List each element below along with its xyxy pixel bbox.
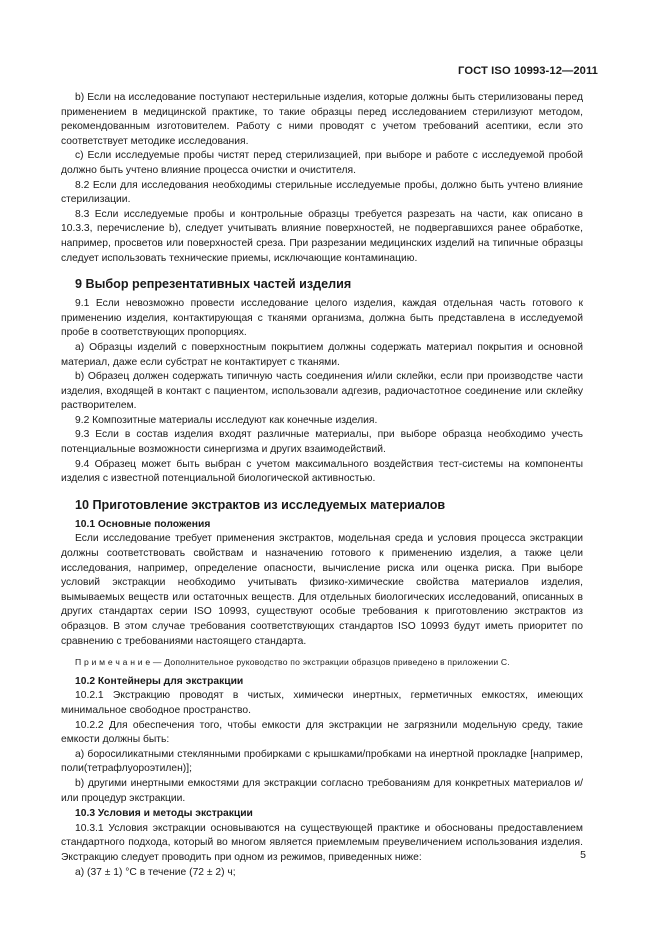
note-text: — Дополнительное руководство по экстракции образцов приведено в приложении С. [150,657,510,668]
section-9-heading: 9 Выбор репрезентативных частей изделия [75,277,352,292]
paragraph-9-1-b: b) Образец должен содержать типичную часть соединения и/или склейки, если при производстве части изделия, входящей в контакт с пациентом, использовали адгезив, радиочастотное соединение или склейку растворителем. [61,371,583,412]
paragraph-9-1: 9.1 Если невозможно провести исследование целого изделия, каждая отдельная часть готового к применению изделия, контактирующая с тканями организма, должна быть представлена в исследуемой пробе в соответствующих пропорциях. [61,298,583,339]
section-10-3-heading: 10.3 Условия и методы экстракции [75,808,253,820]
page-content [61,91,583,880]
paragraph-9-2: 9.2 Композитные материалы исследуют как конечные изделия. [75,414,378,426]
note [75,655,583,670]
paragraph-9-1-a: а) Образцы изделий с поверхностным покрытием должны содержать материал покрытия и основной материал, даже если субстрат не контактирует с тканями. [61,341,583,368]
section-10-1-heading: 10.1 Основные положения [75,518,211,530]
note-label: П р и м е ч а н и е [75,657,151,668]
section-10-heading: 10 Приготовление экстрактов из исследуемых материалов [75,497,446,512]
paragraph-8-1-c: c) Если исследуемые пробы чистят перед стерилизацией, при выборе и работе с исследуемой пробой должно быть учтено влияние процесса очистки и очистителя. [61,150,583,176]
paragraph-8-1-b: b) Если на исследование поступают нестерильные изделия, которые должны быть стерилизованы перед применением в медицинской практике, то такие образцы перед исследованием стерилизуют методом, рекомендованным изготовителем. Работу с ними проводят с учетом требований асептики, если это соответствует методике исследования. [61,92,583,147]
page-number: 5 [580,849,586,861]
paragraph-10-2-2: 10.2.2 Для обеспечения того, чтобы емкости для экстракции не загрязнили модельную среду, такие емкости должны быть: [61,719,583,746]
paragraph-8-3: 8.3 Если исследуемые пробы и контрольные образцы требуется разрезать на части, как описано в 10.3.3, перечисление b), следует учитывать влияние поверхностей, не подвергавшихся ранее обработке, например, просветов или поверхностей среза. При разрезании медицинских изделий на типичные образцы следует использовать технические приемы, исключающие контаминацию. [61,208,583,264]
paragraph-9-3: 9.3 Если в состав изделия входят различные материалы, при выборе образца необходимо учесть потенциальные возможности синергизма и других взаимодействий. [61,429,583,456]
paragraph-10-1: Если исследование требует применения экстрактов, модельная среда и условия процесса экстракции должны соответствовать свойствам и назначению готового к применению изделия, а также цели исследования, например, определение опасности, вычисление риска или оценка риска. При выборе условий экстракции необходимо учитывать физико-химические свойства материалов изделия, вымываемых веществ или остаточных веществ. Для отдельных биологических исследований, описанных в других стандартах серии ISO 10993, существуют особые требования к приготовлению экстрактов из образцов. В этом случае требования соответствующих стандартов ISO 10993 будут иметь приоритет по сравнению с требованиями настоящего стандарта. [61,533,583,647]
paragraph-10-2-2-a: а) боросиликатными стеклянными пробирками с крышками/пробками на инертной прокладке [например, поли(тетрафлуороэтилен)]; [61,748,583,775]
paragraph-10-2-2-b: b) другими инертными емкостями для экстракции согласно требованиям для конкретных материалов и/или процедур экстракции. [61,777,583,804]
section-10-2-heading: 10.2 Контейнеры для экстракции [75,675,244,687]
paragraph-10-3-1-a: а) (37 ± 1) °С в течение (72 ± 2) ч; [75,866,236,878]
document-header: ГОСТ ISO 10993-12—2011 [458,65,598,77]
paragraph-10-3-1: 10.3.1 Условия экстракции основываются на существующей практике и обоснованы предоставлением стандартного подхода, который во многом является приемлемым преувеличением использования изделия. Экстракцию следует проводить при одном из режимов, приведенных ниже: [61,822,583,863]
paragraph-9-4: 9.4 Образец может быть выбран с учетом максимального воздействия тест-системы на компоненты изделия с известной потенциальной биологической активностью. [61,458,583,485]
paragraph-8-2: 8.2 Если для исследования необходимы стерильные исследуемые пробы, должно быть учтено влияние стерилизации. [61,179,583,206]
paragraph-10-2-1: 10.2.1 Экстракцию проводят в чистых, химически инертных, герметичных емкостях, имеющих минимальное свободное пространство. [61,690,583,716]
